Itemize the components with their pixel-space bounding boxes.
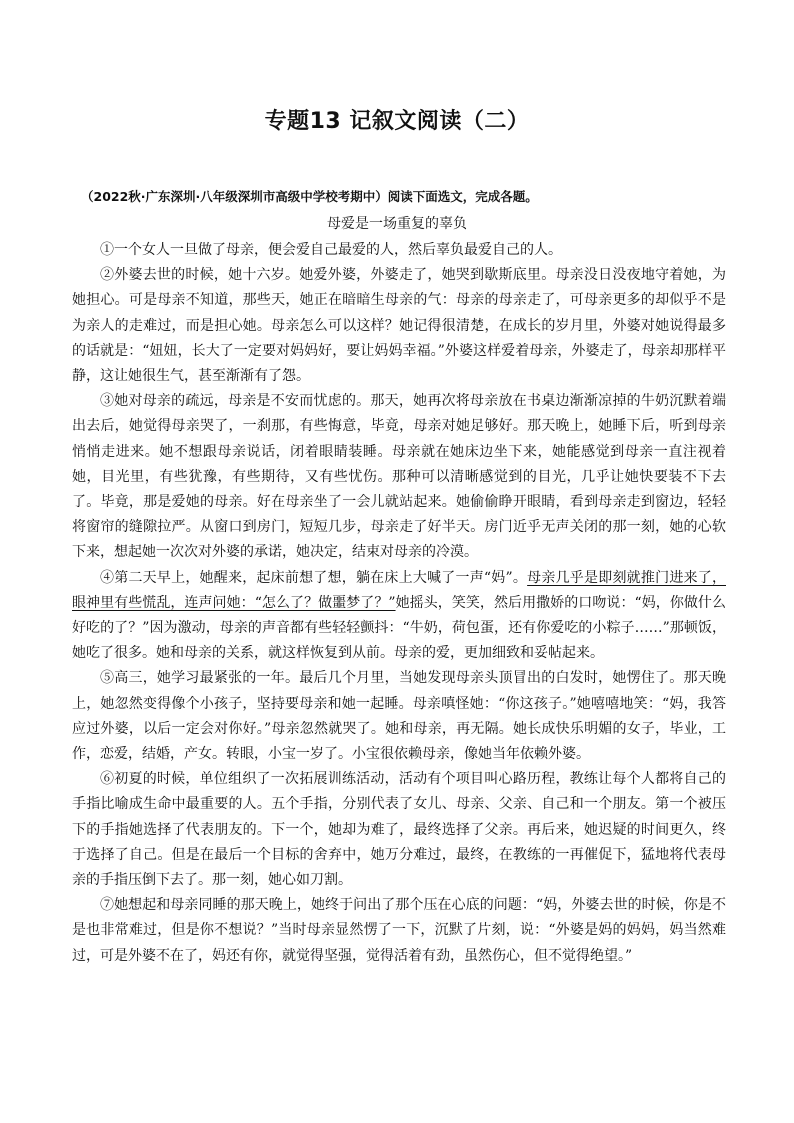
paragraph-4-text-before: ④第二天早上，她醒来，起床前想了想，躺在床上大喊了一声“妈”。 xyxy=(100,569,528,586)
paragraph-4-text-after: 她摇头，笑笑，然后用撒娇的口吻说：“妈，你做什么好吃的了？”因为激动，母亲的声音都有些轻轻颤抖：“牛奶，荷包蛋，还有你爱吃的小粽子……”那顿饭，她吃了很多。她和母亲的关系，就这样恢复到从前。母亲的爱，更加细致和妥帖起来。 xyxy=(72,594,726,662)
paragraph-4 xyxy=(72,566,726,667)
story-title: 母爱是一场重复的辜负 xyxy=(327,216,467,232)
paragraph-2: ②外婆去世的时候，她十六岁。她爱外婆，外婆走了，她哭到歇斯底里。母亲没日没夜地守着她，为她担心。可是母亲不知道，那些天，她正在暗暗生母亲的气：母亲的母亲走了，可母亲更多的却似乎不是为亲人的走难过，而是担心她。母亲怎么可以这样？她记得很清楚，在成长的岁月里，外婆对她说得最多的话就是：“妞妞，长大了一定要对妈妈好，要让妈妈幸福。”外婆这样爱着母亲，外婆走了，母亲却那样平静，这让她很生气，甚至渐渐有了怨。 xyxy=(72,267,726,385)
paragraph-6: ⑥初夏的时候，单位组织了一次拓展训练活动，活动有个项目叫心路历程，教练让每个人都将自己的手指比喻成生命中最重要的人。五个手指，分别代表了女儿、母亲、父亲、自己和一个朋友。第一个被压下的手指她选择了代表朋友的。下一个，她却为难了，最终选择了父亲。再后来，她迟疑的时间更久，终于选择了自己。但是在最后一个目标的舍弃中，她万分难过，最终，在教练的一再催促下，猛地将代表母亲的手指压倒下去了。那一刻，她心如刀割。 xyxy=(72,771,726,889)
story-body xyxy=(72,238,726,969)
underlined-sentence: 母亲几乎是即刻就推门进来了，眼神里有些慌乱，连声问她：“怎么了？做噩梦了？” xyxy=(72,569,726,611)
paragraph-1: ①一个女人一旦做了母亲，便会爱自己最爱的人，然后辜负最爱自己的人。 xyxy=(100,242,562,258)
paragraph-7: ⑦她想起和母亲同睡的那天晚上，她终于问出了那个压在心底的问题：“妈，外婆去世的时候，你是不是也非常难过，但是你不想说？”当时母亲显然愣了一下，沉默了片刻，说：“外婆是妈的妈妈，妈当然难过，可是外婆不在了，妈还有你，就觉得坚强，觉得活着有劲，虽然伤心，但不觉得绝望。” xyxy=(72,897,726,964)
paragraph-5: ⑤高三，她学习最紧张的一年。最后几个月里，当她发现母亲头顶冒出的白发时，她愣住了。那天晚上，她忽然变得像个小孩子，坚持要母亲和她一起睡。母亲嗔怪她：“你这孩子。”她嘻嘻地笑：“妈，我答应过外婆，以后一定会对你好。”母亲忽然就哭了。她和母亲，再无隔。她长成快乐明媚的女子，毕业，工作，恋爱，结婚，产女。转眼，小宝一岁了。小宝很依赖母亲，像她当年依赖外婆。 xyxy=(72,670,726,763)
paragraph-3: ③她对母亲的疏远，母亲是不安而忧虑的。那天，她再次将母亲放在书桌边渐渐凉掉的牛奶沉默着端出去后，她觉得母亲哭了，一刹那，有些悔意，毕竟，母亲对她足够好。那天晚上，她睡下后，听到母亲悄悄走进来。她不想跟母亲说话，闭着眼睛装睡。母亲就在她床边坐下来，她能感觉到母亲一直注视着她，目光里，有些犹豫，有些期待，又有些忧伤。那种可以清晰感觉到的目光，几乎让她快要装不下去了。毕竟，那是爱她的母亲。好在母亲坐了一会儿就站起来。她偷偷睁开眼睛，看到母亲走到窗边，轻轻将窗帘的缝隙拉严。从窗口到房门，短短几步，母亲走了好半天。房门近乎无声关闭的那一刻，她的心软下来，想起她一次次对外婆的承诺，她决定，结束对母亲的冷漠。 xyxy=(72,393,726,561)
document-title: 专题13 记叙文阅读（二） xyxy=(264,109,530,134)
question-source: （2022秋·广东深圳·八年级深圳市高级中学校考期中）阅读下面选文，完成各题。 xyxy=(81,189,538,204)
